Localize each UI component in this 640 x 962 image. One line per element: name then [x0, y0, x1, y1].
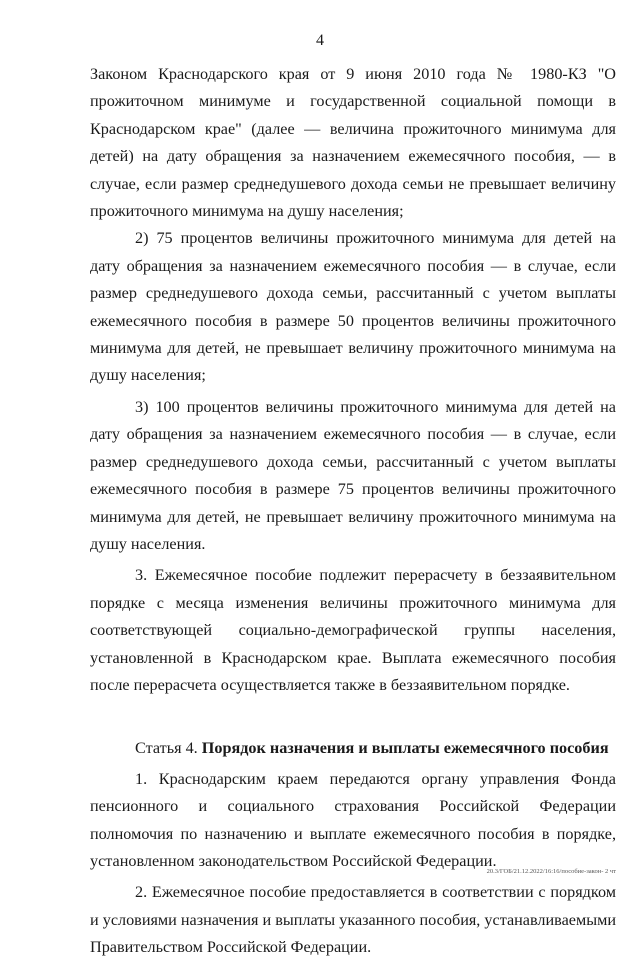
footer-stamp: 20.3/ГОБ/21.12.2022/16:16/пособие-закон- 2 чт: [486, 868, 616, 875]
article-title: Порядок назначения и выплаты ежемесячного пособия: [201, 739, 609, 758]
article-paragraph-1: 1. Краснодарским краем передаются органу управления Фонда пенсионного и социального страхования Российской Федерации полномочия по назначению и выплате ежемесячного пособия в порядке, установленном законодательством Российской Федерации.: [90, 769, 616, 870]
article-heading: [90, 735, 616, 762]
paragraph-item-3: 3) 100 процентов величины прожиточного минимума для детей на дату обращения за назначением ежемесячного пособия — в случае, если размер среднедушевого дохода семьи, рассчитанный с учетом выплаты ежемесячного пособия в размере 75 процентов величины прожиточного минимума для детей, не превышает величину прожиточного минимума на душу населения.: [90, 397, 616, 553]
paragraph-section-3: 3. Ежемесячное пособие подлежит перерасчету в беззаявительном порядке с месяца изменения величины прожиточного минимума для соответствующей социально-демографической группы населения, установленной в Краснодарском крае. Выплата ежемесячного пособия после перерасчета осуществляется также в беззаявительном порядке.: [90, 566, 616, 694]
paragraph-item-2: 2) 75 процентов величины прожиточного минимума для детей на дату обращения за назначением ежемесячного пособия — в случае, если размер среднедушевого дохода семьи, рассчитанный с учетом выплаты ежемесячного пособия в размере 50 процентов величины прожиточного минимума для детей, не превышает величину прожиточного минимума на душу населения;: [90, 229, 616, 385]
page-number: 4: [316, 32, 324, 49]
paragraph-continuation: Законом Краснодарского края от 9 июня 2010 года № 1980-КЗ "О прожиточном минимуме и государственной социальной помощи в Краснодарском крае" (далее — величина прожиточного минимума для детей) на дату обращения за назначением ежемесячного пособия, — в случае, если размер среднедушевого дохода семьи не превышает величину прожиточного минимума на душу населения;: [90, 65, 616, 221]
article-paragraph-2: 2. Ежемесячное пособие предоставляется в соответствии с порядком и условиями назначения и выплаты указанного пособия, устанавливаемыми Правительством Российской Федерации.: [90, 883, 616, 957]
document-body: [90, 61, 616, 962]
article-label: Статья 4.: [135, 739, 198, 758]
